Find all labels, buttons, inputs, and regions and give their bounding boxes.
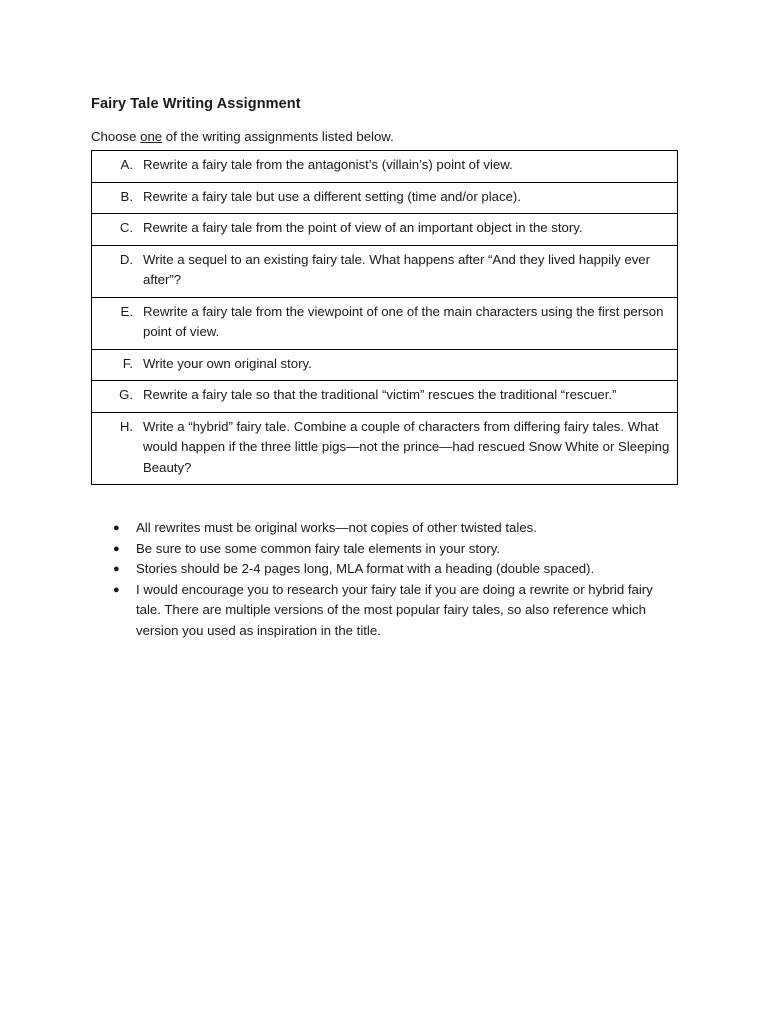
table-row	[92, 151, 678, 183]
assignment-text: Rewrite a fairy tale from the antagonist’s (villain’s) point of view.	[143, 157, 513, 172]
bullet-icon: ●	[113, 563, 120, 575]
note-text: I would encourage you to research your fairy tale if you are doing a rewrite or hybrid fairy tale. There are multiple versions of the most popular fairy tales, so also reference which version you used as inspiration in the title.	[136, 581, 653, 638]
assignment-text: Rewrite a fairy tale so that the traditional “victim” rescues the traditional “rescuer.”	[143, 387, 617, 402]
assignment-letter: G.	[119, 387, 133, 402]
assignment-letter: H.	[119, 418, 133, 434]
notes-list	[91, 518, 679, 641]
bullet-icon: ●	[113, 522, 120, 534]
bullet-icon: ●	[113, 542, 120, 555]
note-text: Stories should be 2-4 pages long, MLA format with a heading (double spaced).	[136, 561, 595, 576]
note-text: Be sure to use some common fairy tale elements in your story.	[136, 540, 501, 556]
intro-before: Choose	[91, 129, 141, 144]
assignment-text: Rewrite a fairy tale but use a different setting (time and/or place).	[143, 188, 521, 204]
table-row	[92, 349, 678, 381]
assignment-letter: F.	[122, 355, 133, 371]
bullet-icon: ●	[113, 583, 120, 596]
list-item	[91, 518, 679, 539]
assignment-text: Write a sequel to an existing fairy tale. What happens after “And they lived happily ever after”?	[143, 251, 651, 287]
intro-text	[91, 128, 679, 146]
note-text: All rewrites must be original works—not copies of other twisted tales.	[136, 520, 537, 535]
list-item	[91, 559, 679, 580]
list-item	[91, 539, 679, 560]
table-row	[92, 182, 678, 214]
document-title: Fairy Tale Writing Assignment	[91, 96, 301, 112]
assignment-text: Write your own original story.	[143, 355, 312, 371]
document-page	[91, 94, 679, 641]
assignment-text: Rewrite a fairy tale from the viewpoint of one of the main characters using the first person point of view.	[143, 303, 664, 339]
intro-after: of the writing assignments listed below.	[162, 129, 394, 144]
assignment-text: Write a “hybrid” fairy tale. Combine a couple of characters from differing fairy tales. What would happen if the three little pigs—not the prince—had rescued Snow White or Sleeping Beauty?	[143, 418, 670, 475]
table-row	[92, 381, 678, 413]
table-row	[92, 245, 678, 297]
table-row	[92, 214, 678, 246]
intro-emphasis: one	[140, 129, 163, 144]
assignment-letter: A.	[120, 157, 133, 172]
table-row	[92, 412, 678, 485]
assignment-letter: D.	[119, 251, 133, 267]
list-item	[91, 580, 679, 642]
assignment-letter: C.	[119, 220, 133, 235]
table-row	[92, 297, 678, 349]
assignment-letter: E.	[120, 303, 133, 319]
assignment-letter: B.	[120, 188, 133, 204]
assignment-text: Rewrite a fairy tale from the point of view of an important object in the story.	[143, 220, 583, 235]
assignments-table	[91, 150, 678, 485]
